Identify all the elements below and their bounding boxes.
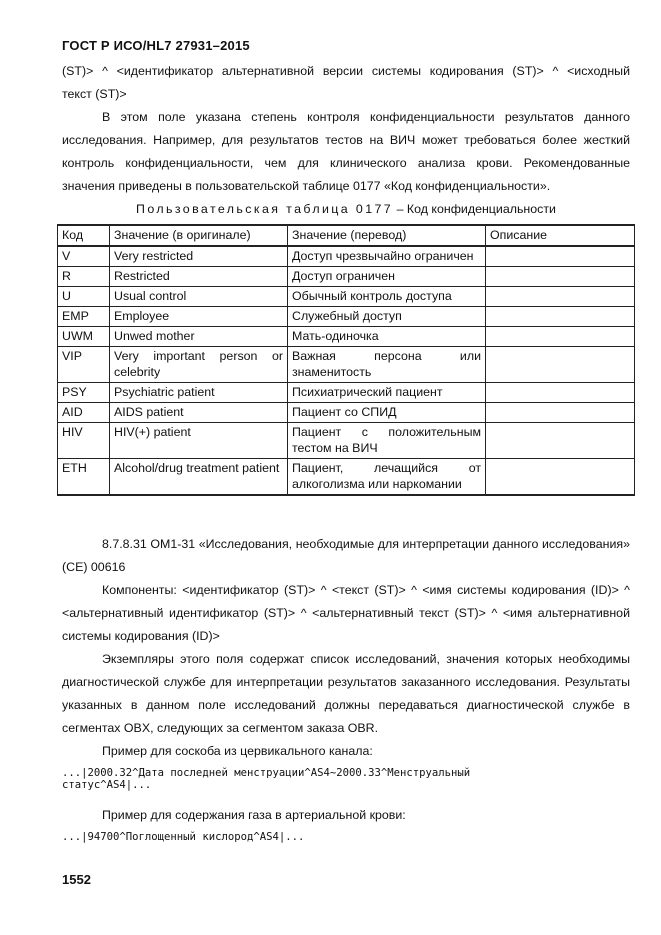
cell-code: V: [58, 246, 110, 267]
cell-description: [486, 327, 635, 347]
table-row: [58, 246, 635, 267]
intro-continuation: [62, 60, 630, 106]
cell-translation: Доступ ограничен: [288, 267, 486, 287]
cell-original: HIV(+) patient: [110, 423, 288, 459]
cell-original: Very restricted: [110, 246, 288, 267]
cell-description: [486, 383, 635, 403]
cell-description: [486, 287, 635, 307]
cell-description: [486, 246, 635, 267]
example-1-code-line-2: статус^AS4|...: [62, 779, 152, 791]
cell-code: ETH: [58, 459, 110, 496]
confidentiality-paragraph: В этом поле указана степень контроля конфиденциальности результатов данного исследования. Например, для результатов тестов на ВИЧ может требоваться более жесткий контроль конфиденциальности, чем для клинического анализа крови. Рекомендованные значения приведены в пользовательской таблице 0177 «Код конфиденциальности».: [62, 110, 630, 193]
cell-translation: Пациент с положительным тестом на ВИЧ: [288, 423, 486, 459]
cell-original: Very important person or celebrity: [110, 347, 288, 383]
column-header-translation: Значение (перевод): [288, 225, 486, 246]
cell-code: EMP: [58, 307, 110, 327]
cell-code: VIP: [58, 347, 110, 383]
table-header-row: [58, 225, 635, 246]
intro-line-2: текст (ST)>: [62, 87, 127, 101]
example-2-code: ...|94700^Поглощенный кислород^AS4|...: [62, 831, 305, 843]
page-number: 1552: [62, 872, 91, 887]
document-header: ГОСТ Р ИСО/HL7 27931–2015: [62, 38, 250, 53]
cell-original: Usual control: [110, 287, 288, 307]
cell-code: PSY: [58, 383, 110, 403]
table-row: [58, 383, 635, 403]
intro-line-1: (ST)> ^ <идентификатор альтернативной версии системы кодирования (ST)> ^ <исходный: [62, 64, 630, 78]
cell-code: UWM: [58, 327, 110, 347]
table-caption-prefix: Пользовательская таблица 0177: [136, 202, 394, 216]
cell-description: [486, 307, 635, 327]
column-header-code: Код: [58, 225, 110, 246]
cell-description: [486, 423, 635, 459]
table-row: [58, 403, 635, 423]
section-heading: 8.7.8.31 OM1-31 «Исследования, необходимые для интерпретации данного исследования» (CE) 00616: [62, 537, 630, 574]
cell-translation: Служебный доступ: [288, 307, 486, 327]
cell-translation: Важная персона или знаменитость: [288, 347, 486, 383]
cell-original: AIDS patient: [110, 403, 288, 423]
table-row: [58, 459, 635, 496]
table-caption-title: Код конфиденциальности: [406, 202, 556, 216]
cell-translation: Пациент, лечащийся от алкоголизма или наркомании: [288, 459, 486, 496]
cell-description: [486, 403, 635, 423]
studies-paragraph: Экземпляры этого поля содержат список исследований, значения которых необходимы диагностической службе для интерпретации результатов заказанного исследования. Результаты указанных в данном поле исследований должны передаваться диагностической службе в сегментах OBX, следующих за сегментом заказа OBR.: [62, 652, 630, 735]
cell-code: R: [58, 267, 110, 287]
table-caption: [62, 199, 630, 219]
cell-translation: Обычный контроль доступа: [288, 287, 486, 307]
confidentiality-code-table: [57, 224, 635, 496]
cell-code: AID: [58, 403, 110, 423]
cell-original: Unwed mother: [110, 327, 288, 347]
table-row: [58, 327, 635, 347]
cell-translation: Мать-одиночка: [288, 327, 486, 347]
table-row: [58, 307, 635, 327]
cell-translation: Психиатрический пациент: [288, 383, 486, 403]
example-1-label: Пример для соскоба из цервикального канала:: [102, 744, 373, 758]
example-2-label: Пример для содержания газа в артериальной крови:: [102, 808, 406, 822]
table-row: [58, 347, 635, 383]
cell-translation: Пациент со СПИД: [288, 403, 486, 423]
cell-original: Restricted: [110, 267, 288, 287]
table-caption-dash: –: [396, 202, 404, 216]
table-row: [58, 423, 635, 459]
cell-original: Psychiatric patient: [110, 383, 288, 403]
table-row: [58, 267, 635, 287]
cell-description: [486, 347, 635, 383]
cell-code: HIV: [58, 423, 110, 459]
example-1-code: [62, 767, 642, 791]
cell-description: [486, 267, 635, 287]
cell-original: Alcohol/drug treatment patient: [110, 459, 288, 496]
cell-original: Employee: [110, 307, 288, 327]
column-header-original: Значение (в оригинале): [110, 225, 288, 246]
cell-code: U: [58, 287, 110, 307]
components-paragraph: Компоненты: <идентификатор (ST)> ^ <текст (ST)> ^ <имя системы кодирования (ID)> ^ <альтернативный идентификатор (ST)> ^ <альтернативный текст (ST)> ^ <имя альтернативной системы кодирования (ID)>: [62, 583, 630, 643]
cell-description: [486, 459, 635, 496]
cell-translation: Доступ чрезвычайно ограничен: [288, 246, 486, 267]
table-row: [58, 287, 635, 307]
example-1-code-line-1: ...|2000.32^Дата последней менструации^AS4~2000.33^Менструальный: [62, 767, 471, 779]
column-header-description: Описание: [486, 225, 635, 246]
